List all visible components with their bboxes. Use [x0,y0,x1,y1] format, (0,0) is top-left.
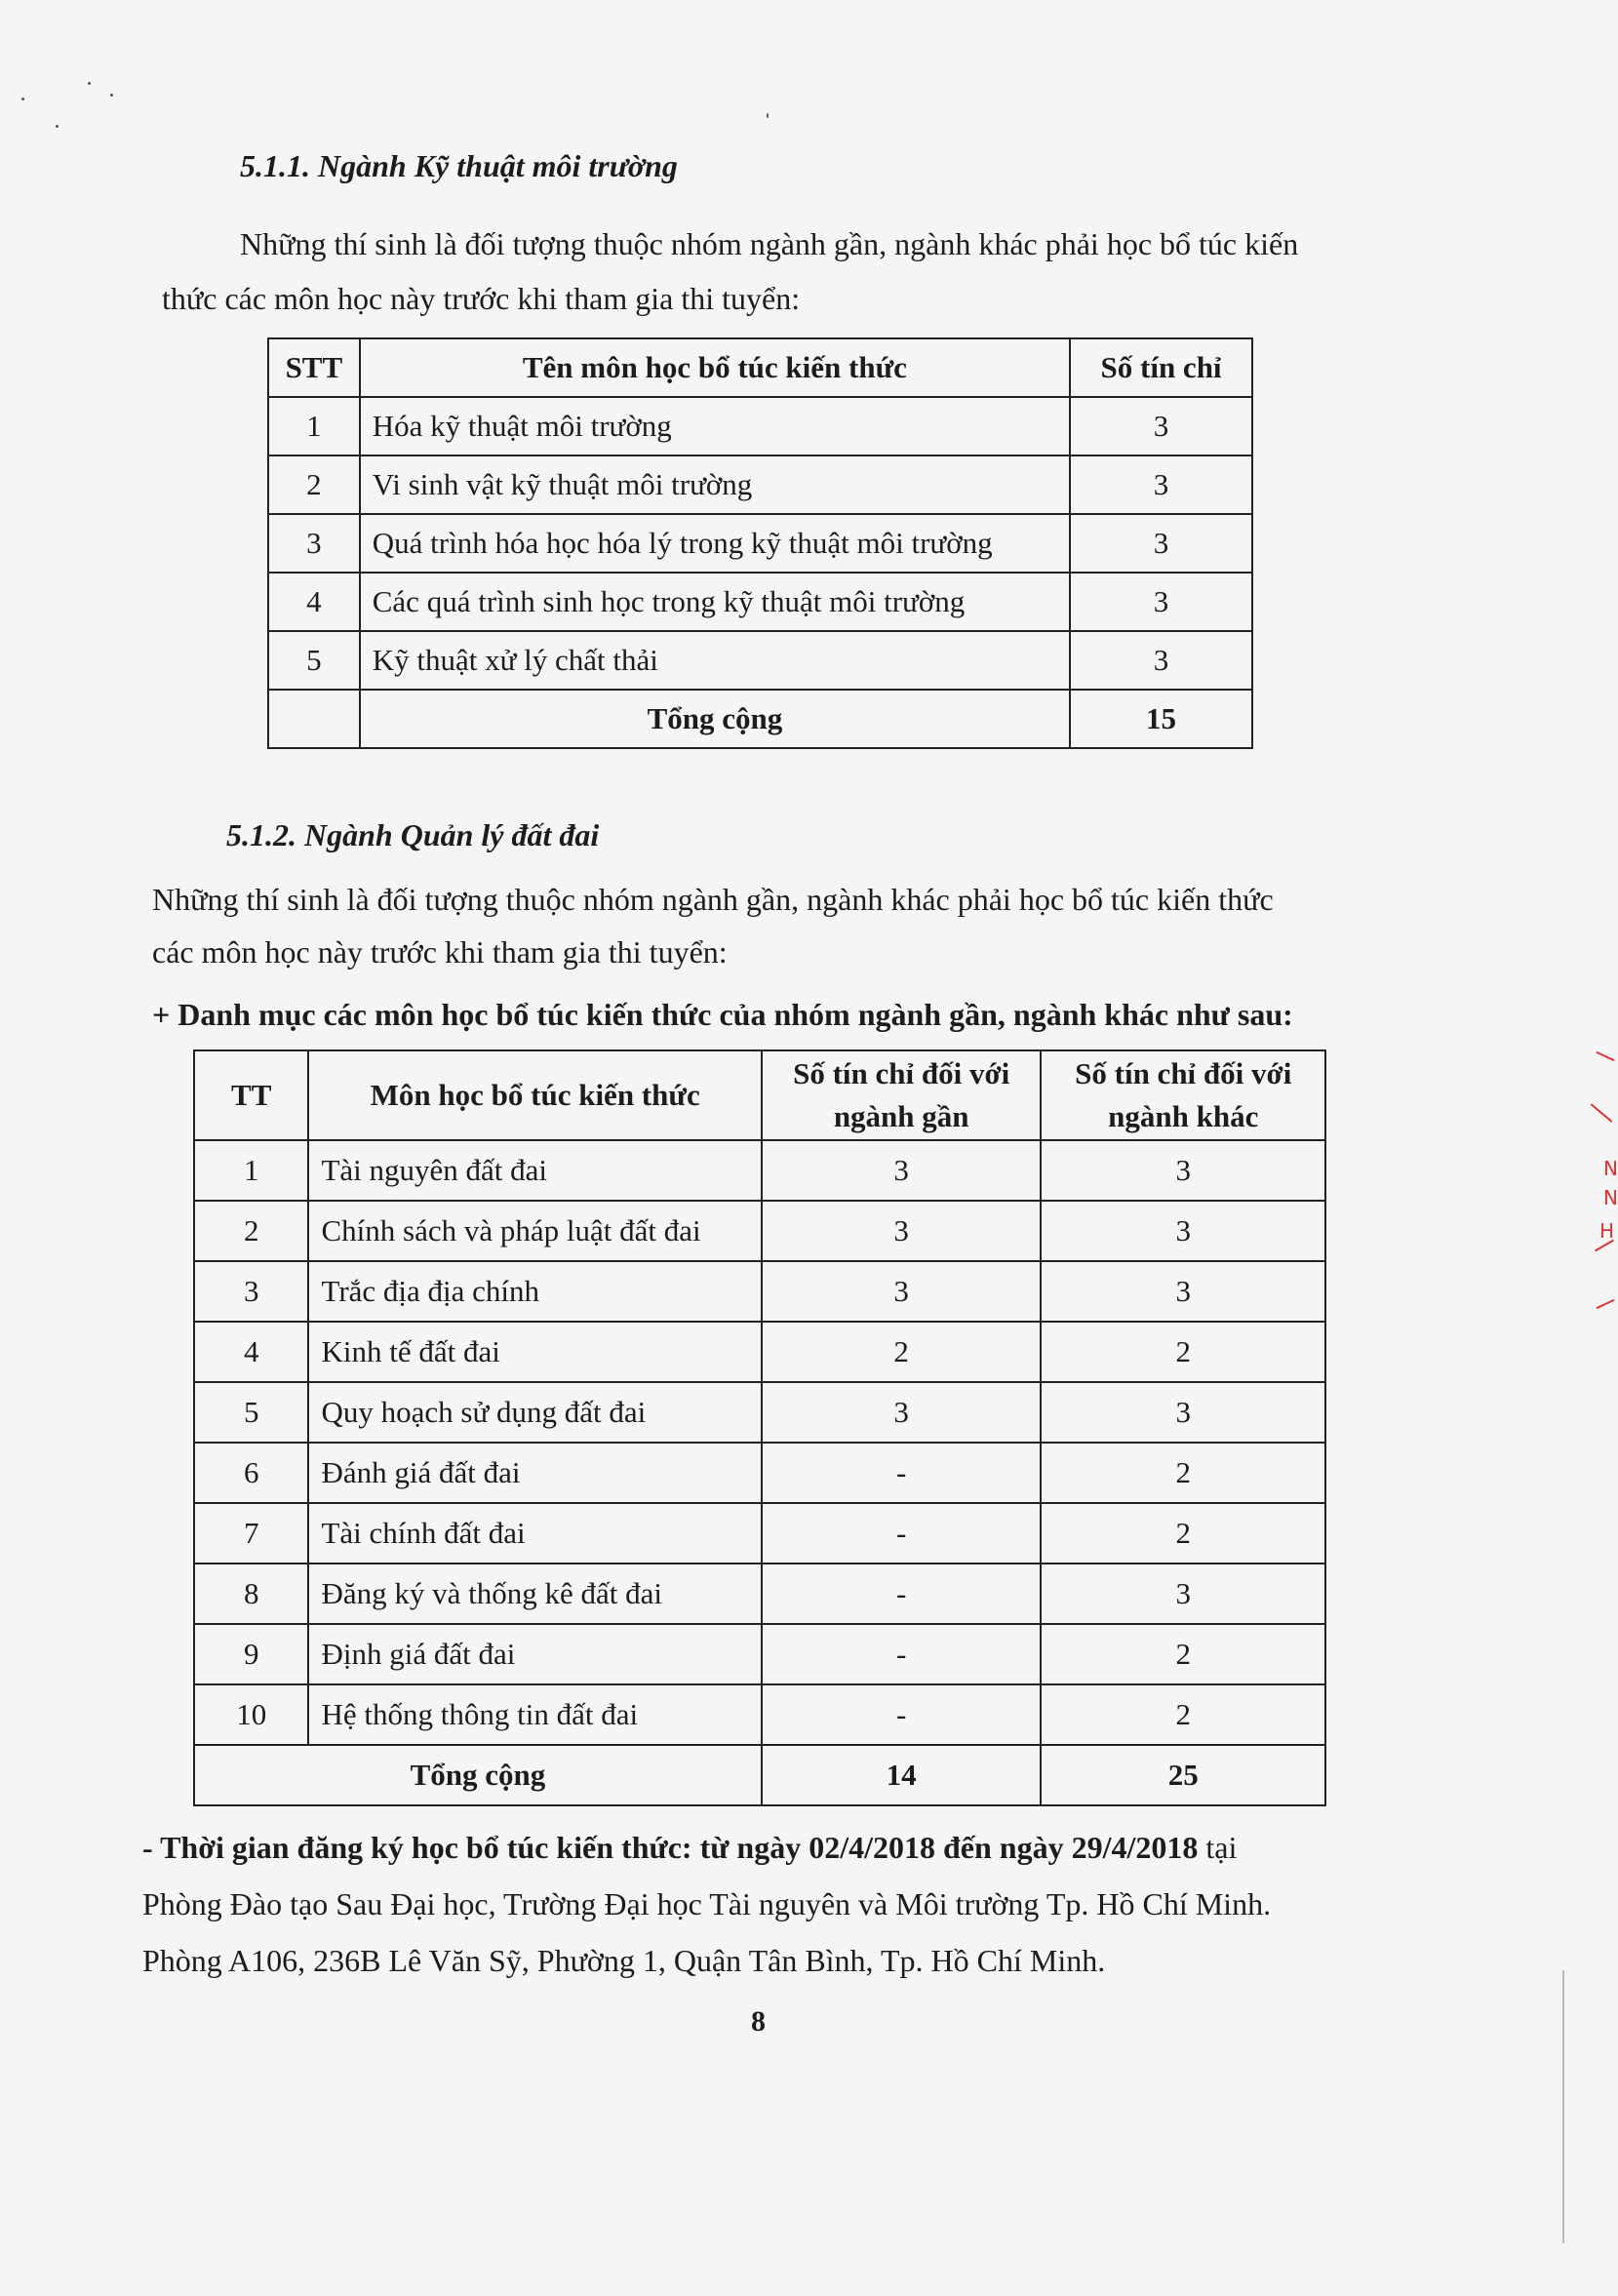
row-number: 5 [194,1382,308,1443]
row-number: 4 [194,1322,308,1382]
credit-value: 3 [1070,514,1252,573]
total-other: 25 [1041,1745,1325,1805]
registration-tail: tại [1198,1830,1238,1865]
credit-other: 2 [1041,1322,1325,1382]
credit-other: 2 [1041,1443,1325,1503]
credit-value: 3 [1070,631,1252,690]
total-near: 14 [762,1745,1042,1805]
subject-name: Các quá trình sinh học trong kỹ thuật môi trường [360,573,1070,631]
section2-intro-line2: các môn học này trước khi tham gia thi tuyển: [152,934,728,970]
subject-name: Đăng ký và thống kê đất đai [308,1564,761,1624]
subject-name: Kinh tế đất đai [308,1322,761,1382]
section-heading-land-management: 5.1.2. Ngành Quản lý đất đai [226,817,600,852]
credit-near: 2 [762,1322,1042,1382]
row-number: 2 [268,455,360,514]
subject-name: Vi sinh vật kỹ thuật môi trường [360,455,1070,514]
col-header-tt: TT [194,1050,308,1140]
credit-other: 2 [1041,1684,1325,1745]
subject-name: Tài chính đất đai [308,1503,761,1564]
credit-other: 3 [1041,1564,1325,1624]
credit-other: 3 [1041,1140,1325,1201]
credit-other: 2 [1041,1503,1325,1564]
table-total-row [268,690,1252,748]
credit-value: 3 [1070,397,1252,455]
row-number: 5 [268,631,360,690]
row-number: 6 [194,1443,308,1503]
subject-name: Tài nguyên đất đai [308,1140,761,1201]
table-row [194,1322,1325,1382]
table-header-row [194,1050,1325,1140]
row-number: 7 [194,1503,308,1564]
table-row [268,397,1252,455]
land-management-table [193,1049,1326,1806]
total-label: Tổng cộng [360,690,1070,748]
environmental-engineering-table [267,337,1253,749]
subject-name: Kỹ thuật xử lý chất thải [360,631,1070,690]
total-label: Tổng cộng [194,1745,762,1805]
credit-other: 2 [1041,1624,1325,1684]
credit-near: 3 [762,1201,1042,1261]
subject-name: Đánh giá đất đai [308,1443,761,1503]
row-number: 3 [194,1261,308,1322]
row-number: 9 [194,1624,308,1684]
credit-value: 3 [1070,455,1252,514]
scan-speck [767,113,769,118]
table-row [194,1443,1325,1503]
row-number: 1 [194,1140,308,1201]
table-row [268,631,1252,690]
table-row [268,514,1252,573]
table-row [194,1201,1325,1261]
row-number: 10 [194,1684,308,1745]
row-number: 1 [268,397,360,455]
col-header-subject: Tên môn học bổ túc kiến thức [360,338,1070,397]
col-header-credits-near: Số tín chỉ đối với ngành gần [762,1050,1042,1140]
subject-name: Chính sách và pháp luật đất đai [308,1201,761,1261]
table-row [194,1140,1325,1201]
scan-speck [56,125,59,128]
row-number: 8 [194,1564,308,1624]
credit-near: 3 [762,1140,1042,1201]
empty-cell [268,690,360,748]
row-number: 3 [268,514,360,573]
row-number: 4 [268,573,360,631]
table-total-row [194,1745,1325,1805]
registration-line3: Phòng A106, 236B Lê Văn Sỹ, Phường 1, Quận Tân Bình, Tp. Hồ Chí Minh. [142,1943,1106,1978]
table-row [268,455,1252,514]
scan-edge-line [1562,1970,1564,2243]
registration-line1 [142,1822,1237,1873]
subject-name: Quy hoạch sử dụng đất đai [308,1382,761,1443]
registration-period: - Thời gian đăng ký học bổ túc kiến thức: từ ngày 02/4/2018 đến ngày 29/4/2018 [142,1830,1199,1865]
table-row [194,1564,1325,1624]
page-number: 8 [751,2005,766,2038]
credit-other: 3 [1041,1261,1325,1322]
credit-other: 3 [1041,1382,1325,1443]
credit-near: - [762,1684,1042,1745]
table-row [194,1503,1325,1564]
table-row [268,573,1252,631]
subject-name: Hóa kỹ thuật môi trường [360,397,1070,455]
scan-speck [21,98,24,100]
col-header-credits-other: Số tín chỉ đối với ngành khác [1041,1050,1325,1140]
scan-speck [110,94,113,97]
section1-intro-line2: thức các môn học này trước khi tham gia thi tuyển: [162,281,801,316]
col-header-subject: Môn học bổ túc kiến thức [308,1050,761,1140]
credit-near: - [762,1564,1042,1624]
credit-near: - [762,1503,1042,1564]
col-header-stt: STT [268,338,360,397]
credit-near: - [762,1624,1042,1684]
credit-value: 3 [1070,573,1252,631]
subject-list-heading: + Danh mục các môn học bổ túc kiến thức của nhóm ngành gần, ngành khác như sau: [152,997,1293,1032]
subject-name: Trắc địa địa chính [308,1261,761,1322]
credit-near: 3 [762,1261,1042,1322]
credit-near: 3 [762,1382,1042,1443]
table-header-row [268,338,1252,397]
scan-speck [88,82,91,85]
section1-intro-line1: Những thí sinh là đối tượng thuộc nhóm ngành gần, ngành khác phải học bổ túc kiến [240,226,1299,261]
credit-other: 3 [1041,1201,1325,1261]
table-row [194,1684,1325,1745]
total-value: 15 [1070,690,1252,748]
col-header-credits: Số tín chỉ [1070,338,1252,397]
table-row [194,1624,1325,1684]
section2-intro-line1: Những thí sinh là đối tượng thuộc nhóm ngành gần, ngành khác phải học bổ túc kiến thức [152,882,1274,917]
subject-name: Hệ thống thông tin đất đai [308,1684,761,1745]
subject-name: Định giá đất đai [308,1624,761,1684]
table-row [194,1261,1325,1322]
registration-line2: Phòng Đào tạo Sau Đại học, Trường Đại học Tài nguyên và Môi trường Tp. Hồ Chí Minh. [142,1886,1272,1921]
subject-name: Quá trình hóa học hóa lý trong kỹ thuật môi trường [360,514,1070,573]
credit-near: - [762,1443,1042,1503]
table-row [194,1382,1325,1443]
section-heading-environmental-engineering: 5.1.1. Ngành Kỹ thuật môi trường [240,148,678,183]
row-number: 2 [194,1201,308,1261]
